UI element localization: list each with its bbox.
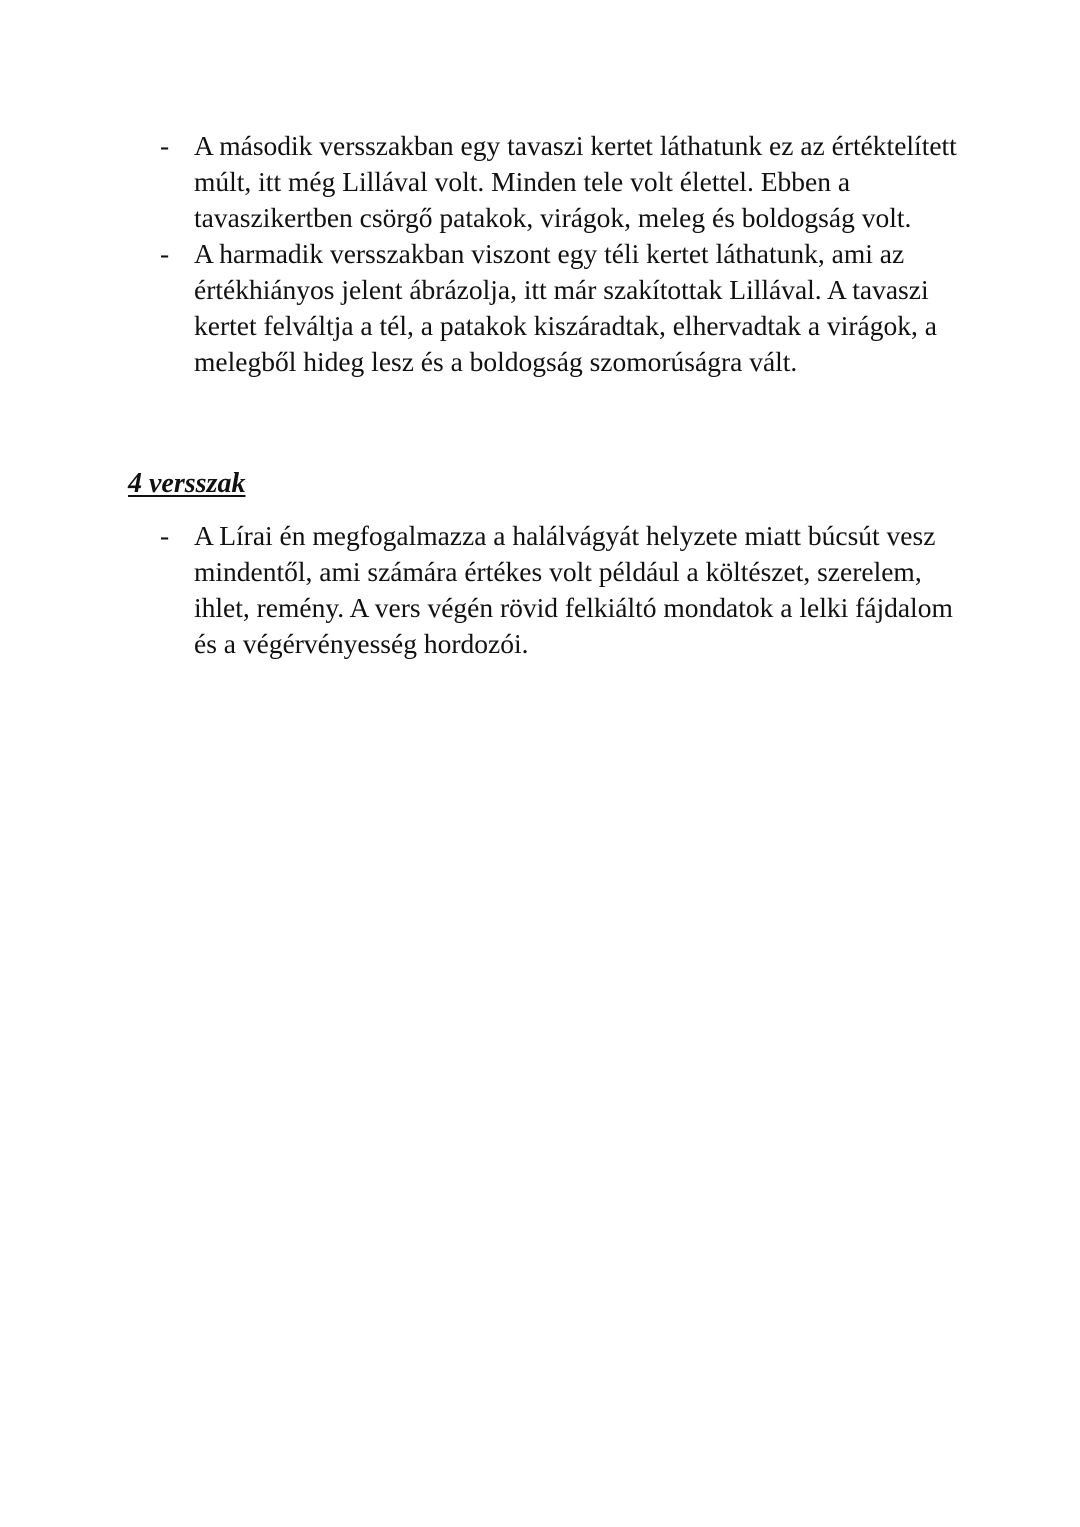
list-item-text: A második versszakban egy tavaszi kertet láthatunk ez az értéktelített múlt, itt még Lillával volt. Minden tele volt élettel. Ebben a tavaszikertben csörgő patakok, virágok, meleg és boldogság volt. <box>194 130 957 233</box>
list-item <box>160 128 960 236</box>
bullet-list-stanza-4 <box>160 518 960 662</box>
dash-bullet: - <box>160 520 170 551</box>
section-heading: 4 versszak <box>128 468 246 499</box>
dash-bullet: - <box>160 130 170 161</box>
list-item-text: A harmadik versszakban viszont egy téli kertet láthatunk, ami az értékhiányos jelent ábrázolja, itt már szakítottak Lillával. A tavaszi kertet felváltja a tél, a patakok kiszáradtak, elhervadtak a virágok, a melegből hideg lesz és a boldogság szomorúságra vált. <box>194 238 937 377</box>
list-item <box>160 236 960 380</box>
bullet-list-stanzas-2-3 <box>160 128 960 380</box>
list-item-text: A Lírai én megfogalmazza a halálvágyát helyzete miatt búcsút vesz mindentől, ami számára értékes volt például a költészet, szerelem, ihlet, remény. A vers végén rövid felkiáltó mondatok a lelki fájdalom és a végérvényesség hordozói. <box>194 520 953 659</box>
list-item <box>160 518 960 662</box>
dash-bullet: - <box>160 238 170 269</box>
